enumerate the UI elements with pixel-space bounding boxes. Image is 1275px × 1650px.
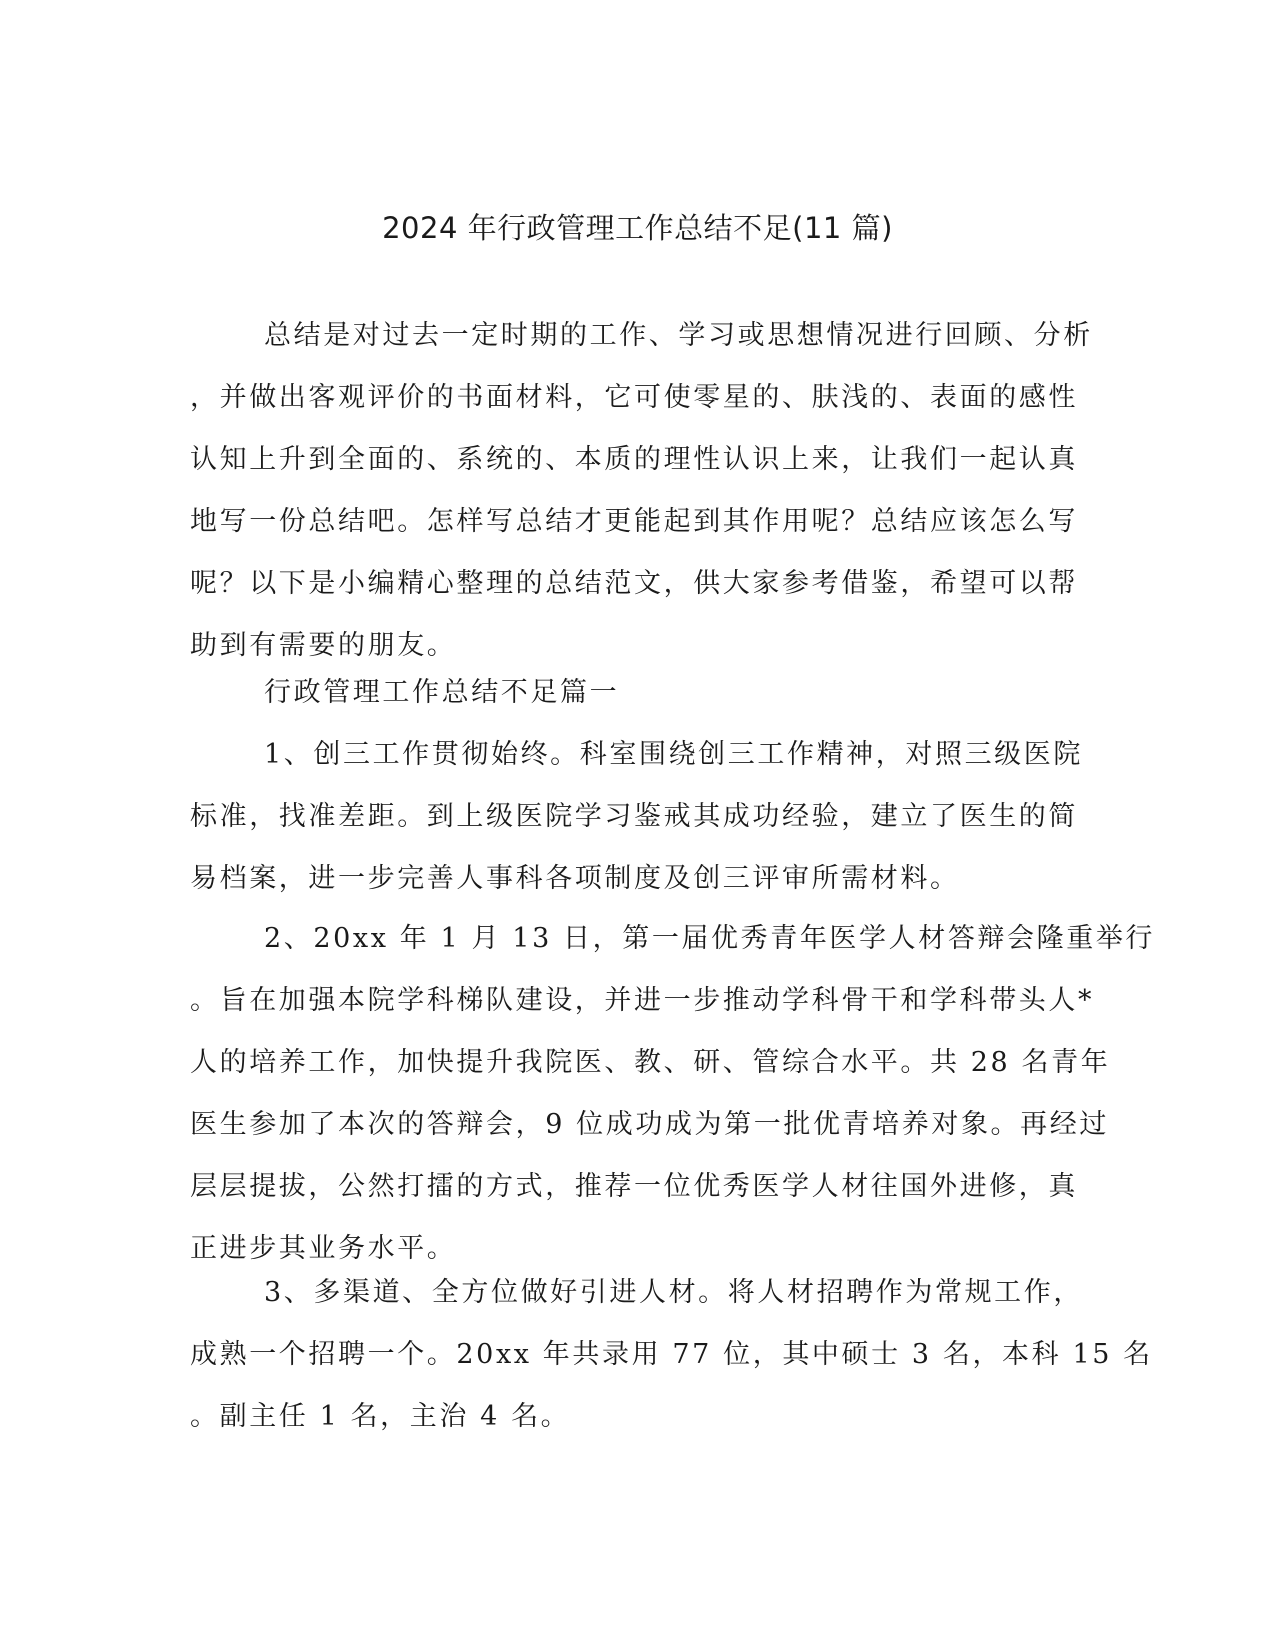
text-line: 3、多渠道、全方位做好引进人材。将人材招聘作为常规工作，: [264, 1277, 1083, 1308]
text-line: 层层提拔，公然打擂的方式，推荐一位优秀医学人材往国外进修，真: [190, 1171, 1078, 1202]
text-line: ，并做出客观评价的书面材料，它可使零星的、肤浅的、表面的感性: [190, 382, 1078, 413]
text-line: 2、20xx 年 1 月 13 日，第一届优秀青年医学人材答辩会隆重举行: [264, 923, 1156, 954]
text-line: 总结是对过去一定时期的工作、学习或思想情况进行回顾、分析: [264, 320, 1093, 351]
text-line: 标准，找准差距。到上级医院学习鉴戒其成功经验，建立了医生的简: [190, 801, 1078, 832]
document-title: 2024 年行政管理工作总结不足(11 篇): [382, 211, 893, 245]
text-line: 1、创三工作贯彻始终。科室围绕创三工作精神，对照三级医院: [264, 739, 1083, 770]
text-line: 。旨在加强本院学科梯队建设，并进一步推动学科骨干和学科带头人*: [190, 985, 1095, 1016]
text-line: 呢？以下是小编精心整理的总结范文，供大家参考借鉴，希望可以帮: [190, 568, 1078, 599]
text-line: 易档案，进一步完善人事科各项制度及创三评审所需材料。: [190, 863, 960, 894]
text-line: 认知上升到全面的、系统的、本质的理性认识上来，让我们一起认真: [190, 444, 1078, 475]
paragraph-item-2: [190, 908, 1156, 1280]
paragraph-item-1: [190, 724, 1090, 910]
text-line: 行政管理工作总结不足篇一: [264, 677, 620, 708]
text-line: 成熟一个招聘一个。20xx 年共录用 77 位，其中硕士 3 名，本科 15 名: [190, 1339, 1153, 1370]
text-line: 正进步其业务水平。: [190, 1233, 457, 1264]
paragraph-item-3: [190, 1262, 1153, 1448]
paragraph-intro: [190, 305, 1093, 677]
text-line: 助到有需要的朋友。: [190, 630, 457, 661]
text-line: 地写一份总结吧。怎样写总结才更能起到其作用呢？总结应该怎么写: [190, 506, 1078, 537]
text-line: 。副主任 1 名，主治 4 名。: [190, 1401, 571, 1432]
text-line: 人的培养工作，加快提升我院医、教、研、管综合水平。共 28 名青年: [190, 1047, 1111, 1078]
text-line: 医生参加了本次的答辩会，9 位成功成为第一批优青培养对象。再经过: [190, 1109, 1109, 1140]
section-heading: [190, 662, 1090, 724]
